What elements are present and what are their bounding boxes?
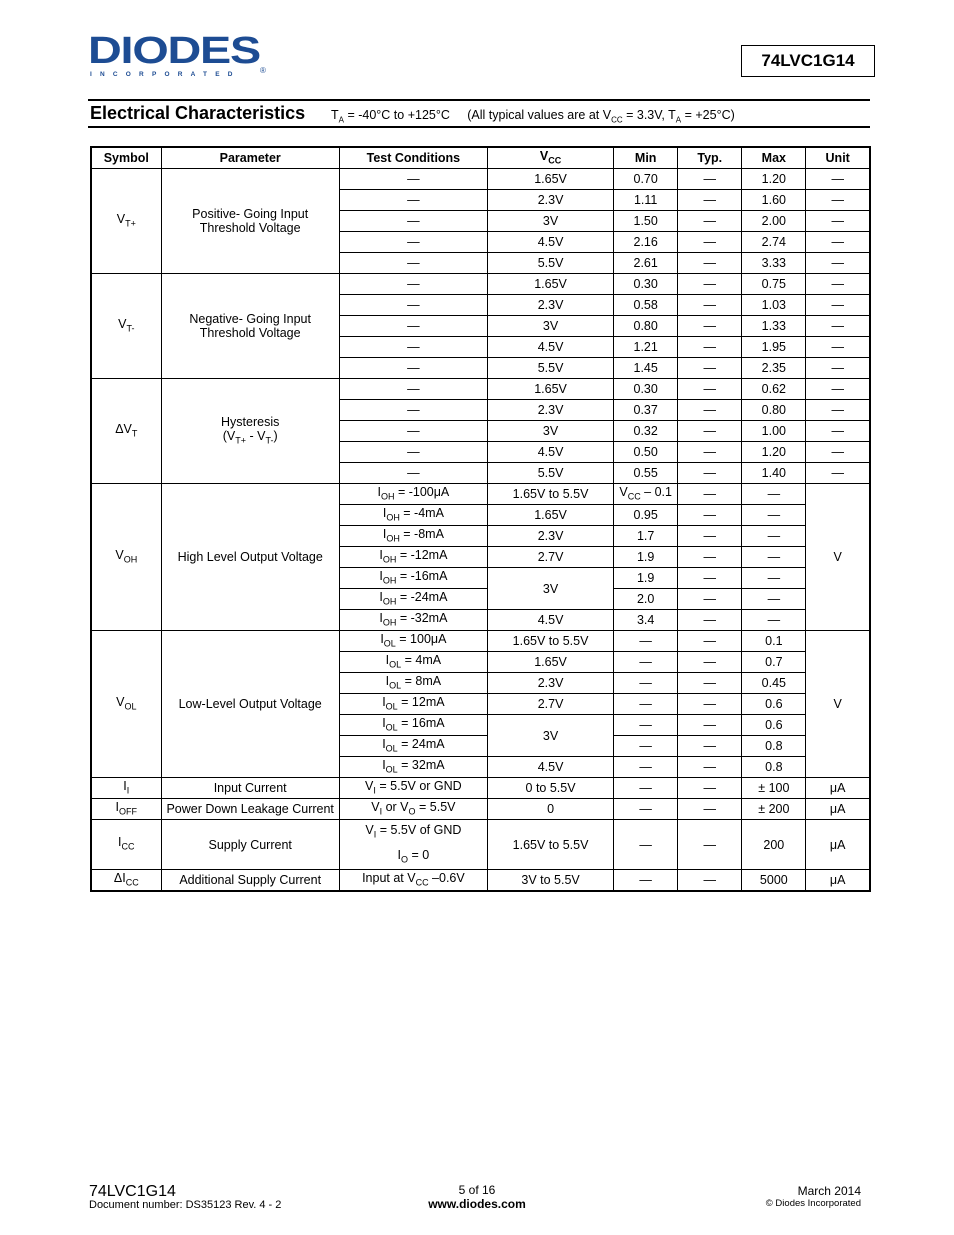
header-part-number: 74LVC1G14 bbox=[741, 45, 875, 77]
cell-min: 0.50 bbox=[614, 442, 678, 463]
cell-vcc: 3V bbox=[487, 211, 613, 232]
cell-max: — bbox=[742, 505, 806, 526]
cell-test: $I_{OH} = -32mA$ bbox=[339, 610, 487, 631]
cell-vcc: 4.5V bbox=[487, 442, 613, 463]
param-icc: Supply Current bbox=[161, 820, 339, 870]
cell-unit-voh: V bbox=[806, 484, 870, 631]
cell-test: — bbox=[339, 295, 487, 316]
symbol-icc: $I_{CC}$ bbox=[91, 820, 161, 870]
cell-min: 1.21 bbox=[614, 337, 678, 358]
cell-unit: — bbox=[806, 169, 870, 190]
footer-website-link[interactable]: www.diodes.com bbox=[428, 1197, 526, 1211]
cell-max: 2.00 bbox=[742, 211, 806, 232]
cell-vcc: 2.3V bbox=[487, 190, 613, 211]
param-hysteresis: Hysteresis $(V_{T+} - V_{T-})$ bbox=[161, 379, 339, 484]
cell-vcc: 3V to 5.5V bbox=[487, 870, 613, 892]
cell-min: 2.0 bbox=[614, 589, 678, 610]
cell-test: $I_{OH} = -24mA$ bbox=[339, 589, 487, 610]
cell-min: 1.11 bbox=[614, 190, 678, 211]
cell-test: $I_{OL} = 16mA$ bbox=[339, 715, 487, 736]
cell-vcc: 4.5V bbox=[487, 757, 613, 778]
cell-max: 0.8 bbox=[742, 757, 806, 778]
cell-unit: μA bbox=[806, 799, 870, 820]
cell-typ: — bbox=[678, 484, 742, 505]
cell-unit: — bbox=[806, 421, 870, 442]
cell-vcc: 1.65V bbox=[487, 379, 613, 400]
cell-min: $V_{CC} - 0.1$ bbox=[614, 484, 678, 505]
cell-test: — bbox=[339, 358, 487, 379]
header-max: Max bbox=[742, 147, 806, 169]
cell-test: $I_{OL} = 100\mu A$ bbox=[339, 631, 487, 652]
cell-vcc: 0 to 5.5V bbox=[487, 778, 613, 799]
cell-test: — bbox=[339, 379, 487, 400]
cell-test: $V_I = 5.5V$ or GND bbox=[339, 778, 487, 799]
cell-min: 0.58 bbox=[614, 295, 678, 316]
cell-unit: — bbox=[806, 379, 870, 400]
cell-typ: — bbox=[678, 463, 742, 484]
cell-vcc: 3V bbox=[487, 316, 613, 337]
symbol-vt-plus: $V_{T+}$ bbox=[91, 169, 161, 274]
cell-vcc: 4.5V bbox=[487, 610, 613, 631]
cell-min: 1.45 bbox=[614, 358, 678, 379]
cell-min: 0.30 bbox=[614, 379, 678, 400]
cell-test: — bbox=[339, 253, 487, 274]
cell-min: 0.32 bbox=[614, 421, 678, 442]
cell-vcc: 3V bbox=[487, 715, 613, 757]
param-vt-plus: Positive- Going Input Threshold Voltage bbox=[161, 169, 339, 274]
cell-vcc: 5.5V bbox=[487, 253, 613, 274]
cell-min: 0.37 bbox=[614, 400, 678, 421]
cell-test: $I_{OL} = 8mA$ bbox=[339, 673, 487, 694]
cell-unit: — bbox=[806, 274, 870, 295]
cell-max: ± 200 bbox=[742, 799, 806, 820]
cell-max: 1.20 bbox=[742, 442, 806, 463]
symbol-vol: $V_{OL}$ bbox=[91, 631, 161, 778]
cell-max: 1.40 bbox=[742, 463, 806, 484]
svg-text:®: ® bbox=[260, 66, 266, 75]
cell-test: — bbox=[339, 442, 487, 463]
cell-max: 1.20 bbox=[742, 169, 806, 190]
cell-typ: — bbox=[678, 505, 742, 526]
cell-typ: — bbox=[678, 820, 742, 870]
cell-min: 0.55 bbox=[614, 463, 678, 484]
cell-unit: — bbox=[806, 358, 870, 379]
cell-min: 1.9 bbox=[614, 547, 678, 568]
param-vt-minus: Negative- Going Input Threshold Voltage bbox=[161, 274, 339, 379]
cell-test: $I_{OL} = 4mA$ bbox=[339, 652, 487, 673]
cell-unit: — bbox=[806, 400, 870, 421]
cell-test: — bbox=[339, 400, 487, 421]
cell-unit: μA bbox=[806, 778, 870, 799]
symbol-vt-minus: $V_{T-}$ bbox=[91, 274, 161, 379]
cell-unit-vol: V bbox=[806, 631, 870, 778]
footer-copyright: © Diodes Incorporated bbox=[765, 1198, 861, 1209]
cell-max: 1.60 bbox=[742, 190, 806, 211]
cell-max: 0.80 bbox=[742, 400, 806, 421]
cell-vcc: 1.65V to 5.5V bbox=[487, 484, 613, 505]
cell-min: — bbox=[614, 820, 678, 870]
section-rule-bottom bbox=[88, 126, 870, 128]
footer-page-number: 5 of 16 bbox=[458, 1183, 496, 1197]
cell-max: 1.00 bbox=[742, 421, 806, 442]
header-parameter: Parameter bbox=[161, 147, 339, 169]
cell-typ: — bbox=[678, 631, 742, 652]
cell-vcc: 2.3V bbox=[487, 400, 613, 421]
cell-vcc: 1.65V bbox=[487, 274, 613, 295]
cell-typ: — bbox=[678, 421, 742, 442]
cell-max: 0.75 bbox=[742, 274, 806, 295]
table-row bbox=[91, 631, 870, 652]
cell-test: — bbox=[339, 232, 487, 253]
cell-vcc: 1.65V to 5.5V bbox=[487, 631, 613, 652]
cell-vcc: 1.65V to 5.5V bbox=[487, 820, 613, 870]
table-row bbox=[91, 820, 870, 870]
cell-typ: — bbox=[678, 870, 742, 892]
cell-typ: — bbox=[678, 652, 742, 673]
cell-max: 2.35 bbox=[742, 358, 806, 379]
cell-unit: — bbox=[806, 442, 870, 463]
symbol-voh: $V_{OH}$ bbox=[91, 484, 161, 631]
cell-vcc: 1.65V bbox=[487, 652, 613, 673]
cell-unit: — bbox=[806, 211, 870, 232]
table-row bbox=[91, 274, 870, 295]
cell-test: $I_{OL} = 24mA$ bbox=[339, 736, 487, 757]
cell-max: 0.6 bbox=[742, 715, 806, 736]
param-ioff: Power Down Leakage Current bbox=[161, 799, 339, 820]
cell-vcc: 3V bbox=[487, 421, 613, 442]
electrical-characteristics-table bbox=[90, 146, 871, 892]
footer-document-number: Document number: DS35123 Rev. 4 - 2 bbox=[89, 1199, 282, 1211]
cell-vcc: 0 bbox=[487, 799, 613, 820]
cell-typ: — bbox=[678, 757, 742, 778]
header-test-conditions: Test Conditions bbox=[339, 147, 487, 169]
cell-unit: μA bbox=[806, 820, 870, 870]
cell-test: $V_I = 5.5V$ of GND $I_O = 0$ bbox=[339, 820, 487, 870]
svg-text:INCORPORATED: INCORPORATED bbox=[90, 71, 241, 78]
cell-max: — bbox=[742, 589, 806, 610]
cell-min: 2.16 bbox=[614, 232, 678, 253]
cell-max: 5000 bbox=[742, 870, 806, 892]
section-rule-top bbox=[88, 99, 870, 101]
header-typ: Typ. bbox=[678, 147, 742, 169]
cell-typ: — bbox=[678, 568, 742, 589]
cell-max: — bbox=[742, 484, 806, 505]
cell-max: 1.33 bbox=[742, 316, 806, 337]
cell-vcc: 2.7V bbox=[487, 547, 613, 568]
cell-unit: — bbox=[806, 337, 870, 358]
cell-max: — bbox=[742, 568, 806, 589]
cell-typ: — bbox=[678, 337, 742, 358]
cell-typ: — bbox=[678, 526, 742, 547]
cell-test: $I_{OL} = 12mA$ bbox=[339, 694, 487, 715]
cell-test: — bbox=[339, 211, 487, 232]
cell-typ: — bbox=[678, 547, 742, 568]
cell-test: — bbox=[339, 190, 487, 211]
footer-part-number: 74LVC1G14 bbox=[89, 1183, 176, 1200]
header-symbol: Symbol bbox=[91, 147, 161, 169]
cell-test: $I_{OH} = -12mA$ bbox=[339, 547, 487, 568]
cell-test: $I_{OH} = -8mA$ bbox=[339, 526, 487, 547]
cell-unit: μA bbox=[806, 870, 870, 892]
cell-vcc: 1.65V bbox=[487, 505, 613, 526]
cell-typ: — bbox=[678, 358, 742, 379]
cell-typ: — bbox=[678, 274, 742, 295]
table-row bbox=[91, 379, 870, 400]
cell-test: — bbox=[339, 463, 487, 484]
cell-typ: — bbox=[678, 715, 742, 736]
cell-min: 0.30 bbox=[614, 274, 678, 295]
cell-max: — bbox=[742, 610, 806, 631]
table-row bbox=[91, 799, 870, 820]
cell-max: 2.74 bbox=[742, 232, 806, 253]
cell-max: 200 bbox=[742, 820, 806, 870]
table-row bbox=[91, 169, 870, 190]
diodes-logo bbox=[88, 33, 268, 78]
cell-max: — bbox=[742, 547, 806, 568]
cell-unit: — bbox=[806, 232, 870, 253]
cell-max: 0.7 bbox=[742, 652, 806, 673]
cell-min: — bbox=[614, 631, 678, 652]
cell-test: $I_{OH} = -4mA$ bbox=[339, 505, 487, 526]
cell-test: $V_I$ or $V_O = 5.5V$ bbox=[339, 799, 487, 820]
symbol-ii: $I_I$ bbox=[91, 778, 161, 799]
cell-typ: — bbox=[678, 379, 742, 400]
cell-min: 1.7 bbox=[614, 526, 678, 547]
cell-vcc: 1.65V bbox=[487, 169, 613, 190]
cell-min: 2.61 bbox=[614, 253, 678, 274]
header-vcc: $V_{CC}$ bbox=[487, 147, 613, 169]
header-unit: Unit bbox=[806, 147, 870, 169]
cell-test: $I_{OH} = -16mA$ bbox=[339, 568, 487, 589]
cell-vcc: 5.5V bbox=[487, 358, 613, 379]
cell-unit: — bbox=[806, 253, 870, 274]
cell-test: $I_{OH} = -100\mu A$ bbox=[339, 484, 487, 505]
cell-typ: — bbox=[678, 799, 742, 820]
cell-typ: — bbox=[678, 169, 742, 190]
cell-typ: — bbox=[678, 442, 742, 463]
cell-min: 0.80 bbox=[614, 316, 678, 337]
table-row bbox=[91, 870, 870, 892]
symbol-delta-vt: $\Delta V_T$ bbox=[91, 379, 161, 484]
cell-unit: — bbox=[806, 190, 870, 211]
cell-test: Input at $V_{CC}$ –0.6V bbox=[339, 870, 487, 892]
footer-date: March 2014 bbox=[797, 1184, 861, 1198]
cell-unit: — bbox=[806, 295, 870, 316]
param-delta-icc: Additional Supply Current bbox=[161, 870, 339, 892]
header-min: Min bbox=[614, 147, 678, 169]
cell-vcc: 2.3V bbox=[487, 673, 613, 694]
symbol-ioff: $I_{OFF}$ bbox=[91, 799, 161, 820]
cell-min: — bbox=[614, 778, 678, 799]
cell-min: — bbox=[614, 673, 678, 694]
cell-test: — bbox=[339, 169, 487, 190]
cell-typ: — bbox=[678, 190, 742, 211]
cell-min: 0.70 bbox=[614, 169, 678, 190]
table-row bbox=[91, 484, 870, 505]
cell-typ: — bbox=[678, 778, 742, 799]
cell-typ: — bbox=[678, 694, 742, 715]
cell-unit: — bbox=[806, 463, 870, 484]
cell-typ: — bbox=[678, 211, 742, 232]
cell-test: — bbox=[339, 316, 487, 337]
cell-max: 0.1 bbox=[742, 631, 806, 652]
cell-typ: — bbox=[678, 232, 742, 253]
param-ii: Input Current bbox=[161, 778, 339, 799]
cell-vcc: 2.7V bbox=[487, 694, 613, 715]
cell-max: 1.95 bbox=[742, 337, 806, 358]
cell-min: 0.95 bbox=[614, 505, 678, 526]
cell-min: — bbox=[614, 715, 678, 736]
cell-min: — bbox=[614, 799, 678, 820]
cell-max: 0.8 bbox=[742, 736, 806, 757]
cell-min: — bbox=[614, 870, 678, 892]
cell-vcc: 3V bbox=[487, 568, 613, 610]
cell-typ: — bbox=[678, 610, 742, 631]
cell-min: 1.9 bbox=[614, 568, 678, 589]
cell-max: ± 100 bbox=[742, 778, 806, 799]
cell-typ: — bbox=[678, 736, 742, 757]
cell-min: 1.50 bbox=[614, 211, 678, 232]
param-vol: Low-Level Output Voltage bbox=[161, 631, 339, 778]
cell-typ: — bbox=[678, 253, 742, 274]
cell-max: 0.6 bbox=[742, 694, 806, 715]
svg-text:DIODES: DIODES bbox=[88, 33, 260, 72]
cell-vcc: 4.5V bbox=[487, 337, 613, 358]
param-voh: High Level Output Voltage bbox=[161, 484, 339, 631]
cell-max: 3.33 bbox=[742, 253, 806, 274]
cell-typ: — bbox=[678, 589, 742, 610]
cell-vcc: 2.3V bbox=[487, 295, 613, 316]
cell-max: 1.03 bbox=[742, 295, 806, 316]
cell-vcc: 4.5V bbox=[487, 232, 613, 253]
cell-max: — bbox=[742, 526, 806, 547]
cell-test: $I_{OL} = 32mA$ bbox=[339, 757, 487, 778]
cell-min: — bbox=[614, 694, 678, 715]
cell-typ: — bbox=[678, 400, 742, 421]
table-row bbox=[91, 778, 870, 799]
cell-vcc: 2.3V bbox=[487, 526, 613, 547]
section-title: Electrical Characteristics bbox=[90, 103, 306, 123]
cell-min: — bbox=[614, 736, 678, 757]
cell-max: 0.45 bbox=[742, 673, 806, 694]
cell-typ: — bbox=[678, 316, 742, 337]
cell-min: — bbox=[614, 652, 678, 673]
cell-unit: — bbox=[806, 316, 870, 337]
cell-max: 0.62 bbox=[742, 379, 806, 400]
cell-typ: — bbox=[678, 295, 742, 316]
cell-test: — bbox=[339, 274, 487, 295]
table-header-row bbox=[91, 147, 870, 169]
cell-min: — bbox=[614, 757, 678, 778]
cell-typ: — bbox=[678, 673, 742, 694]
cell-vcc: 5.5V bbox=[487, 463, 613, 484]
cell-test: — bbox=[339, 337, 487, 358]
symbol-delta-icc: $\Delta I_{CC}$ bbox=[91, 870, 161, 892]
cell-min: 3.4 bbox=[614, 610, 678, 631]
cell-test: — bbox=[339, 421, 487, 442]
section-conditions: $T_A = -40^\circ C$ to +125°C (All typical values are at $V_{CC} = 3.3V$, $T_A = +25^\circ C$) bbox=[331, 108, 735, 125]
